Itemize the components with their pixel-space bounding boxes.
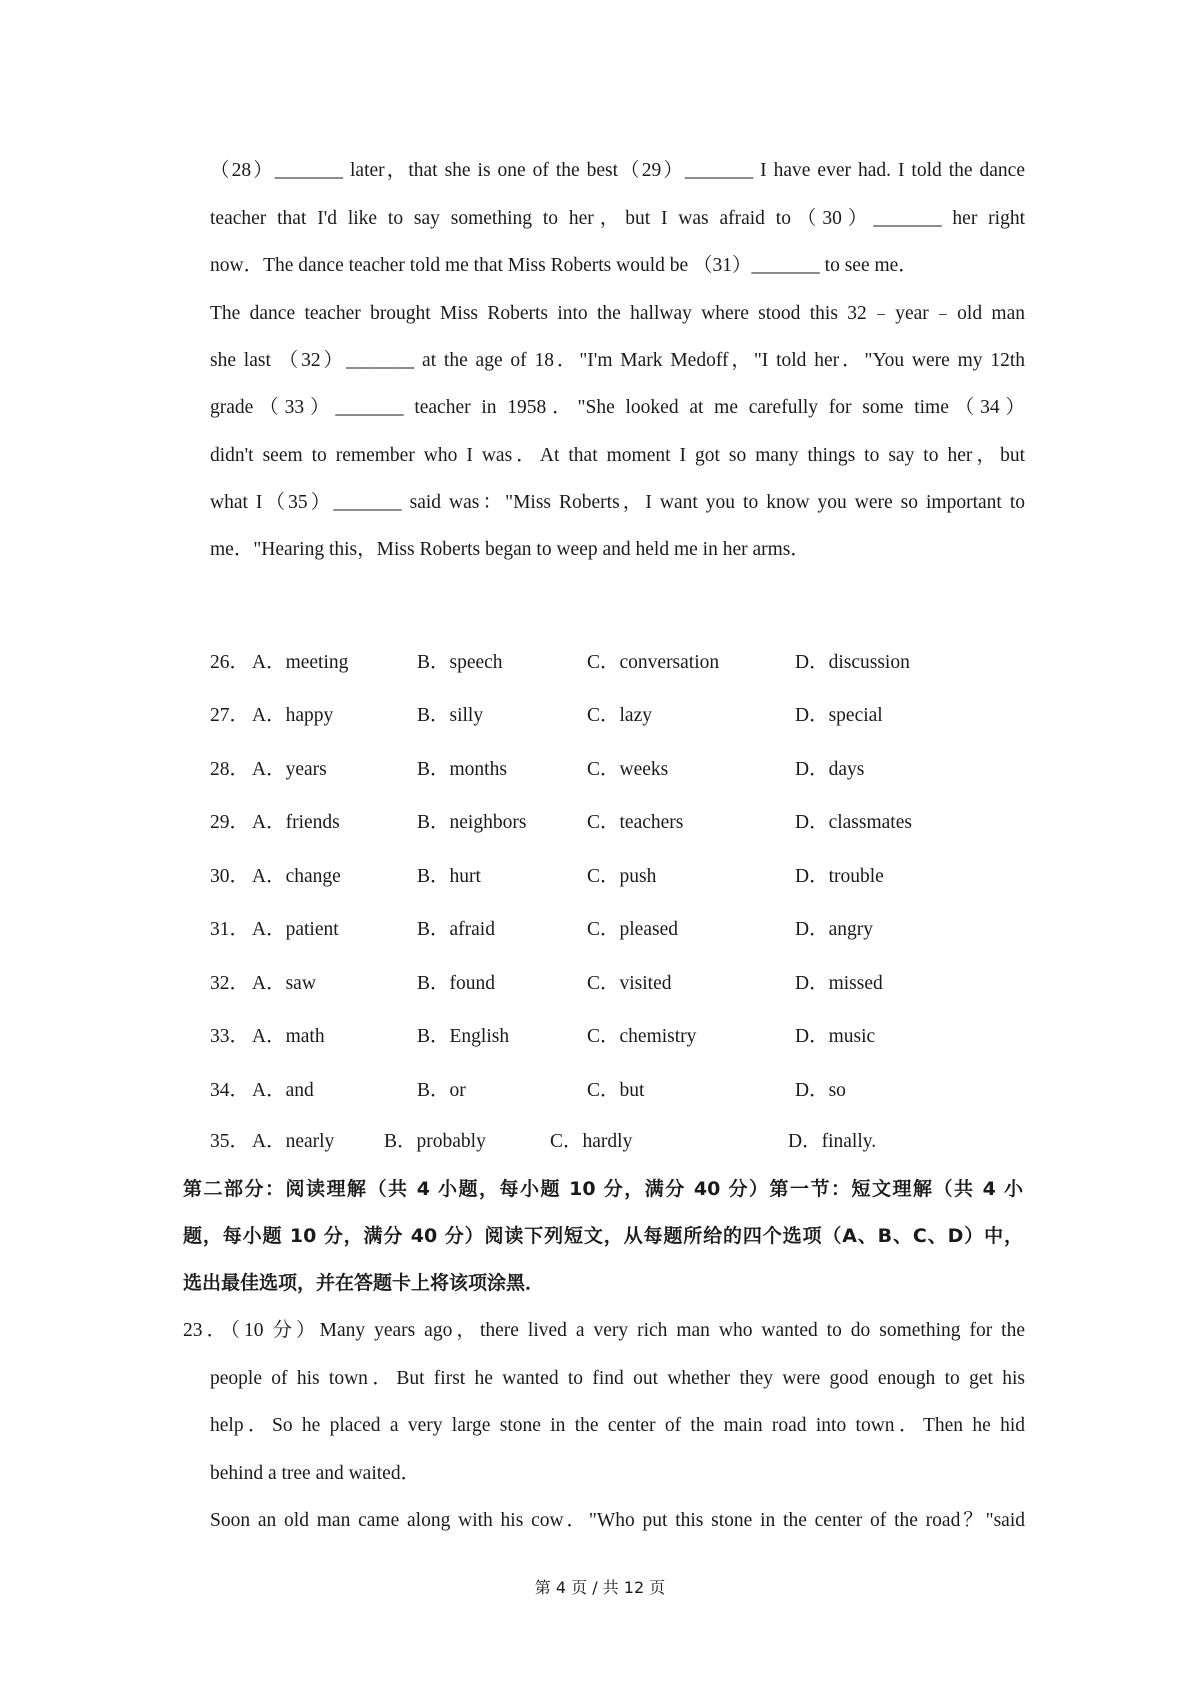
- option-c: C．pleased: [587, 919, 678, 940]
- option-a: A．nearly: [252, 1131, 335, 1152]
- question-number: 33．: [210, 1026, 250, 1047]
- option-c: C．teachers: [587, 812, 684, 833]
- passage-line: teacher that I'd like to say something to her，but I was afraid to（30）_______ her right: [210, 208, 1025, 229]
- option-a: A．and: [252, 1080, 314, 1101]
- question-number: 27．: [210, 705, 250, 726]
- option-b: B．English: [417, 1026, 510, 1047]
- option-b: B．months: [417, 759, 507, 780]
- question-number: 35．: [210, 1131, 250, 1152]
- option-d: D．missed: [795, 973, 883, 994]
- option-a: A．happy: [252, 705, 334, 726]
- passage-line: （28）_______ later，that she is one of the best（29）_______ I have ever had. I told the dance: [210, 160, 1025, 181]
- passage-line: what I（35）_______ said was："Miss Roberts，I want you to know you were so important to: [210, 492, 1025, 513]
- option-a: A．saw: [252, 973, 316, 994]
- option-c: C．lazy: [587, 705, 652, 726]
- question-number: 30．: [210, 866, 250, 887]
- option-b: B．hurt: [417, 866, 481, 887]
- option-d: D．classmates: [795, 812, 912, 833]
- question-23-line: people of his town．But first he wanted to find out whether they were good enough to get his: [210, 1368, 1025, 1389]
- section-heading-line: 第二部分：阅读理解（共 4 小题，每小题 10 分，满分 40 分）第一节：短文理解（共 4 小: [183, 1178, 1023, 1200]
- option-d: D．finally.: [788, 1131, 877, 1152]
- option-b: B．found: [417, 973, 496, 994]
- option-c: C．hardly: [550, 1131, 633, 1152]
- question-23-line: help．So he placed a very large stone in the center of the main road into town．Then he hid: [210, 1415, 1025, 1436]
- question-23-line: 23．（10 分）Many years ago，there lived a very rich man who wanted to do something for the: [183, 1320, 1025, 1341]
- question-number: 34．: [210, 1080, 250, 1101]
- option-d: D．discussion: [795, 652, 910, 673]
- option-d: D．special: [795, 705, 883, 726]
- section-heading-line: 题，每小题 10 分，满分 40 分）阅读下列短文，从每题所给的四个选项（A、B、C、D）中，: [183, 1225, 1023, 1247]
- option-c: C．push: [587, 866, 657, 887]
- question-number: 31．: [210, 919, 250, 940]
- passage-line: grade（33）_______ teacher in 1958．"She looked at me carefully for some time（34）: [210, 397, 1025, 418]
- passage-line: she last （32）_______ at the age of 18．"I'm Mark Medoff，"I told her．"You were my 12th: [210, 350, 1025, 371]
- option-b: B．or: [417, 1080, 466, 1101]
- option-d: D．trouble: [795, 866, 884, 887]
- question-23-line: Soon an old man came along with his cow．"Who put this stone in the center of the road？"said: [210, 1510, 1025, 1531]
- passage-line: didn't seem to remember who I was．At that moment I got so many things to say to her，but: [210, 445, 1025, 466]
- option-d: D．so: [795, 1080, 846, 1101]
- option-c: C．visited: [587, 973, 672, 994]
- question-number: 26．: [210, 652, 250, 673]
- question-number: 29．: [210, 812, 250, 833]
- passage-line: me．"Hearing this，Miss Roberts began to weep and held me in her arms．: [210, 539, 810, 560]
- option-b: B．speech: [417, 652, 503, 673]
- passage-line: The dance teacher brought Miss Roberts into the hallway where stood this 32﹣year﹣old man: [210, 303, 1025, 324]
- passage-line: now．The dance teacher told me that Miss Roberts would be （31）_______ to see me．: [210, 255, 918, 276]
- option-b: B．silly: [417, 705, 484, 726]
- option-c: C．weeks: [587, 759, 669, 780]
- question-number: 32．: [210, 973, 250, 994]
- question-number: 28．: [210, 759, 250, 780]
- question-23-line: behind a tree and waited．: [210, 1463, 421, 1484]
- option-d: D．angry: [795, 919, 873, 940]
- option-d: D．days: [795, 759, 865, 780]
- option-a: A．math: [252, 1026, 325, 1047]
- option-a: A．change: [252, 866, 341, 887]
- option-b: B．afraid: [417, 919, 495, 940]
- section-heading-line: 选出最佳选项，并在答题卡上将该项涂黑．: [183, 1272, 545, 1294]
- option-b: B．probably: [384, 1131, 486, 1152]
- option-a: A．meeting: [252, 652, 349, 673]
- option-c: C．chemistry: [587, 1026, 697, 1047]
- option-b: B．neighbors: [417, 812, 527, 833]
- option-a: A．years: [252, 759, 327, 780]
- page-footer: 第 4 页 / 共 12 页: [534, 1578, 666, 1597]
- option-a: A．friends: [252, 812, 340, 833]
- option-a: A．patient: [252, 919, 339, 940]
- option-c: C．conversation: [587, 652, 720, 673]
- option-d: D．music: [795, 1026, 876, 1047]
- option-c: C．but: [587, 1080, 645, 1101]
